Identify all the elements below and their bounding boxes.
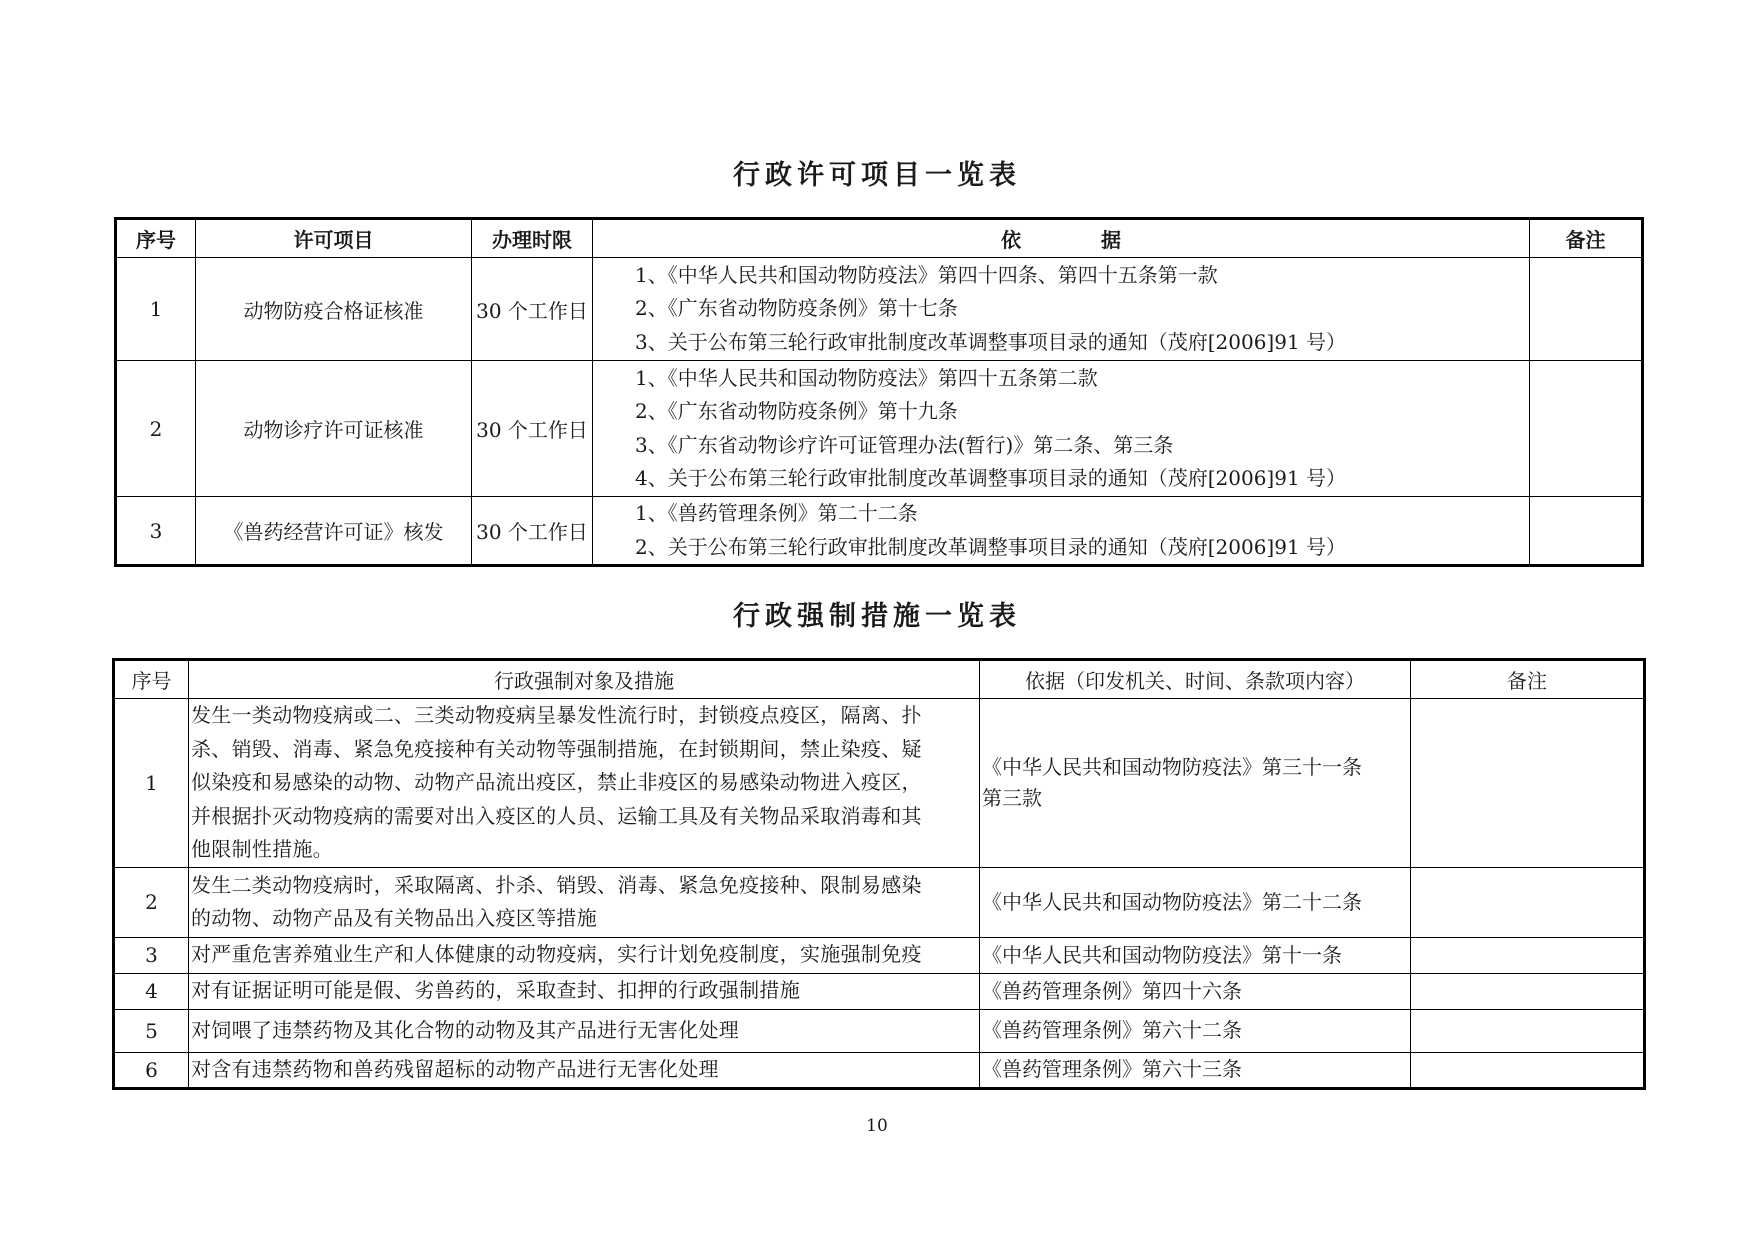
table-row [116,497,1643,566]
basis-line: 3、《广东省动物诊疗许可证管理办法(暂行)》第二条、第三条 [635,432,1174,457]
table-row [114,937,1645,973]
row-measure [189,973,980,1009]
row-no: 3 [116,497,196,566]
permit-table-title: 行政许可项目一览表 [733,160,1021,191]
row-note [1411,867,1645,937]
row-no: 5 [114,1009,189,1052]
row-item: 《兽药经营许可证》核发 [196,497,472,566]
row-note [1530,497,1643,566]
row-note [1411,1009,1645,1052]
permit-table [114,217,1644,567]
table-row [114,699,1645,868]
row-no: 1 [114,699,189,868]
header-basis: 依 据 [593,219,1530,258]
row-no: 2 [114,867,189,937]
table-row [114,973,1645,1009]
row-measure [189,699,980,868]
row-basis [980,937,1411,973]
measure-line: 的动物、动物产品及有关物品出入疫区等措施 [191,906,597,930]
measure-line: 对严重危害养殖业生产和人体健康的动物疫病，实行计划免疫制度，实施强制免疫 [191,942,922,967]
table-row [114,867,1645,937]
row-no: 1 [116,258,196,361]
row-time: 30 个工作日 [472,497,593,566]
row-basis [593,497,1530,566]
row-measure [189,1052,980,1088]
basis-line: 2、《广东省动物防疫条例》第十七条 [635,296,958,321]
row-time: 30 个工作日 [472,361,593,497]
measure-line: 并根据扑灭动物疫病的需要对出入疫区的人员、运输工具及有关物品采取消毒和其 [191,803,922,828]
enforcement-header-row [114,660,1645,699]
table-row [114,1052,1645,1088]
row-note [1530,258,1643,361]
basis-line: 1、《中华人民共和国动物防疫法》第四十五条第二款 [635,365,1098,390]
basis-line: 第三款 [982,785,1042,810]
permit-header-row [116,219,1643,258]
row-note [1411,937,1645,973]
basis-line: 2、《广东省动物防疫条例》第十九条 [635,399,958,423]
measure-line: 发生二类动物疫病时，采取隔离、扑杀、销毁、消毒、紧急免疫接种、限制易感染 [191,872,922,897]
header-no: 序号 [116,219,196,258]
basis-line: 2、关于公布第三轮行政审批制度改革调整事项目录的通知（茂府[2006]91 号） [635,534,1347,559]
row-note [1411,699,1645,868]
table-row [116,258,1643,361]
header-no: 序号 [114,660,189,699]
header-note: 备注 [1411,660,1645,699]
basis-line: 1、《兽药管理条例》第二十二条 [635,501,918,525]
measure-line: 似染疫和易感染的动物、动物产品流出疫区，禁止非疫区的易感染动物进入疫区， [191,770,922,794]
header-item: 许可项目 [196,219,472,258]
header-measure: 行政强制对象及措施 [189,660,980,699]
basis-line: 3、关于公布第三轮行政审批制度改革调整事项目录的通知（茂府[2006]91 号） [635,329,1347,354]
row-basis [980,699,1411,868]
row-basis [593,258,1530,361]
enforcement-table [112,658,1646,1090]
header-time: 办理时限 [472,219,593,258]
enforcement-table-title: 行政强制措施一览表 [733,601,1021,632]
basis-line: 《兽药管理条例》第六十三条 [982,1057,1242,1081]
row-no: 3 [114,937,189,973]
row-note [1411,973,1645,1009]
row-no: 2 [116,361,196,497]
page-number: 10 [866,1116,888,1136]
row-measure [189,1009,980,1052]
measure-line: 对饲喂了违禁药物及其化合物的动物及其产品进行无害化处理 [191,1017,740,1042]
measure-line: 对含有违禁药物和兽药残留超标的动物产品进行无害化处理 [191,1056,719,1081]
basis-line: 《中华人民共和国动物防疫法》第十一条 [982,942,1342,967]
row-item: 动物诊疗许可证核准 [196,361,472,497]
measure-line: 发生一类动物疫病或二、三类动物疫病呈暴发性流行时，封锁疫点疫区，隔离、扑 [191,703,922,727]
table-row [116,361,1643,497]
row-note [1530,361,1643,497]
basis-line: 4、关于公布第三轮行政审批制度改革调整事项目录的通知（茂府[2006]91 号） [635,466,1347,490]
row-basis [980,973,1411,1009]
row-no: 4 [114,973,189,1009]
row-measure [189,867,980,937]
basis-line: 1、《中华人民共和国动物防疫法》第四十四条、第四十五条第一款 [635,262,1218,287]
row-basis [980,1009,1411,1052]
row-basis [593,361,1530,497]
basis-line: 《中华人民共和国动物防疫法》第二十二条 [982,889,1362,914]
row-basis [980,867,1411,937]
row-basis [980,1052,1411,1088]
row-no: 6 [114,1052,189,1088]
measure-line: 他限制性措施。 [191,837,334,861]
header-basis: 依据（印发机关、时间、条款项内容） [980,660,1411,699]
header-note: 备注 [1530,219,1643,258]
basis-line: 《兽药管理条例》第四十六条 [982,978,1242,1003]
row-note [1411,1052,1645,1088]
basis-line: 《兽药管理条例》第六十二条 [982,1018,1242,1042]
measure-line: 对有证据证明可能是假、劣兽药的，采取查封、扣押的行政强制措施 [191,978,800,1003]
row-time: 30 个工作日 [472,258,593,361]
row-measure [189,937,980,973]
row-item: 动物防疫合格证核准 [196,258,472,361]
table-row [114,1009,1645,1052]
basis-line: 《中华人民共和国动物防疫法》第三十一条 [982,754,1362,779]
measure-line: 杀、销毁、消毒、紧急免疫接种有关动物等强制措施，在封锁期间，禁止染疫、疑 [191,736,922,761]
